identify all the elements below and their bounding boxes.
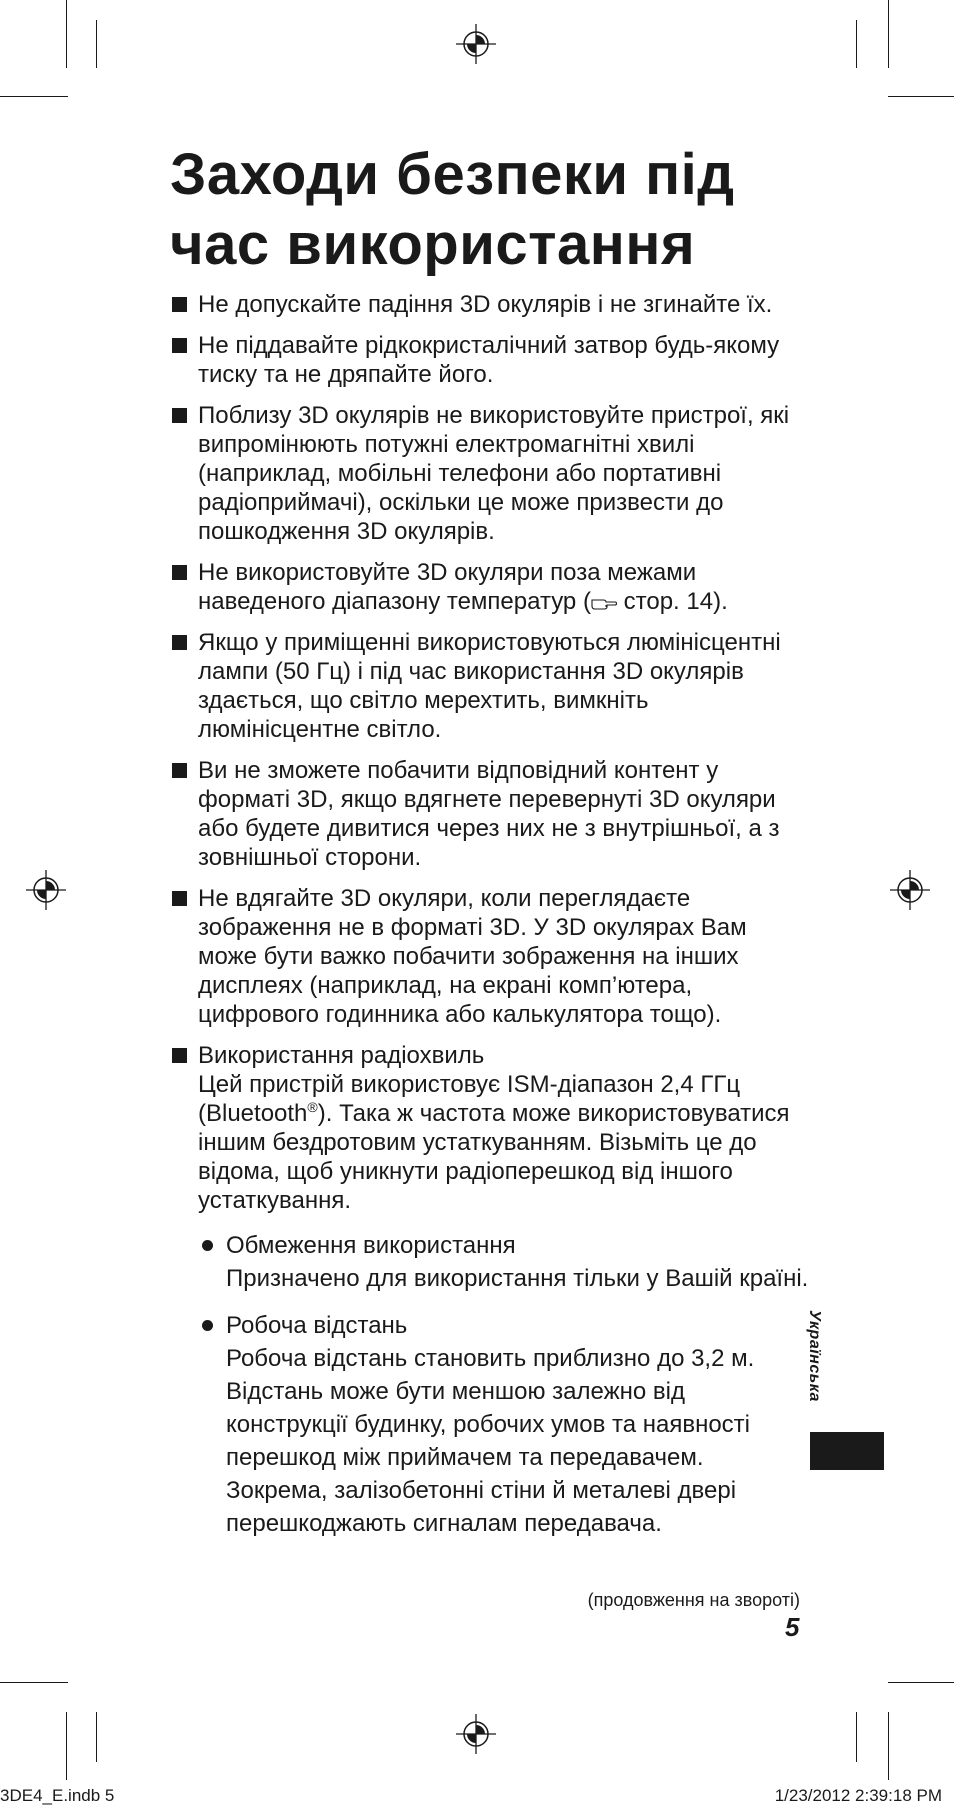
radio-text-part: ). Така ж частота може використовуватися іншим бездротовим устаткуванням. Візьміть це до відома, щоб уникнути радіоперешкод від іншого устаткування. (198, 1100, 790, 1214)
square-bullet-icon (172, 763, 187, 778)
square-bullet-icon (172, 635, 187, 650)
round-bullet-icon (202, 1320, 213, 1331)
crop-mark (96, 1712, 97, 1762)
list-item-radio (170, 1041, 810, 1215)
list-item (170, 558, 810, 616)
crop-mark (888, 1682, 954, 1683)
list-item (170, 628, 810, 744)
page-number: 5 (785, 1612, 800, 1642)
square-bullet-icon (172, 565, 187, 580)
list-item (170, 756, 810, 872)
title-line: Заходи безпеки під (170, 142, 735, 207)
crosshair-registration-icon (456, 24, 496, 64)
footer-timestamp: 1/23/2012 2:39:18 PM (774, 1786, 942, 1805)
sub-item (170, 1309, 810, 1540)
sub-item (170, 1229, 810, 1295)
crop-mark (856, 1712, 857, 1762)
square-bullet-icon (172, 297, 187, 312)
crop-mark (856, 20, 857, 68)
crop-mark (888, 96, 954, 97)
pointing-hand-icon (591, 596, 617, 610)
crop-mark (888, 1712, 889, 1780)
crop-mark (0, 96, 68, 97)
sub-heading: Робоча відстань (226, 1312, 408, 1339)
footer-file-info: 3DE4_E.indb 5 (0, 1786, 115, 1805)
crosshair-registration-icon (26, 870, 66, 910)
page-title (170, 140, 810, 280)
list-item (170, 290, 810, 319)
radio-text (198, 1070, 810, 1215)
radio-text-part: Цей пристрій використовує ISM-діапазон 2,4 ГГц (Bluetooth (198, 1071, 741, 1127)
list-item (170, 401, 810, 546)
registered-mark: ® (307, 1099, 318, 1115)
sub-heading: Обмеження використання (226, 1232, 516, 1259)
list-item-text: Не вдягайте 3D окуляри, коли переглядаєте зображення не в форматі 3D. У 3D окулярах Вам може бути важко побачити зображення на інших дисплеях (наприклад, на екрані комп’ютера, цифрового годинника або калькулятора тощо). (198, 885, 747, 1028)
crop-mark (888, 0, 889, 68)
crosshair-registration-icon (456, 1714, 496, 1754)
crop-mark (0, 1682, 68, 1683)
crop-mark (66, 0, 67, 68)
sub-text: Робоча відстань становить приблизно до 3,2 м. Відстань може бути меншою залежно від конструкції будинку, робочих умов та наявності перешкод між приймачем та передавачем. Зокрема, залізобетонні стіни й металеві двері перешкоджають сигналам передавача. (226, 1345, 755, 1537)
crosshair-registration-icon (890, 870, 930, 910)
list-item-text: Не допускайте падіння 3D окулярів і не згинайте їх. (198, 291, 773, 318)
language-tab-marker (810, 1432, 884, 1470)
list-item (170, 331, 810, 389)
side-label-text: Українська (806, 1310, 823, 1402)
square-bullet-icon (172, 338, 187, 353)
square-bullet-icon (172, 1048, 187, 1063)
radio-heading: Використання радіохвиль (198, 1042, 485, 1069)
list-item-text: Якщо у приміщенні використовуються люмінісцентні лампи (50 Гц) і під час використання 3D окулярів здається, що світло мерехтить, вимкніть люмінісцентне світло. (198, 629, 781, 743)
list-item-text: Поблизу 3D окулярів не використовуйте пристрої, які випромінюють потужні електромагнітні хвилі (наприклад, мобільні телефони або портативні радіоприймачі), оскільки це може призвести до пошкодження 3D окулярів. (198, 402, 790, 545)
continued-note: (продовження на звороті) (587, 1590, 800, 1610)
title-line: час використання (170, 212, 696, 277)
precautions-list (170, 290, 810, 1540)
language-side-label (808, 1310, 838, 1420)
sub-text: Призначено для використання тільки у Вашій країні. (226, 1265, 809, 1292)
list-item-text: Не піддавайте рідкокристалічний затвор будь-якому тиску та не дряпайте його. (198, 332, 780, 388)
list-item-text: Не використовуйте 3D окуляри поза межами наведеного діапазону температур ( (198, 559, 697, 615)
square-bullet-icon (172, 891, 187, 906)
square-bullet-icon (172, 408, 187, 423)
round-bullet-icon (202, 1240, 213, 1251)
crop-mark (66, 1712, 67, 1780)
crop-mark (96, 20, 97, 68)
list-item (170, 884, 810, 1029)
list-item-text: Ви не зможете побачити відповідний контент у форматі 3D, якщо вдягнете перевернуті 3D окуляри або будете дивитися через них не з внутрішньої, а з зовнішньої сторони. (198, 757, 780, 871)
list-item-text: стор. 14). (616, 588, 728, 615)
